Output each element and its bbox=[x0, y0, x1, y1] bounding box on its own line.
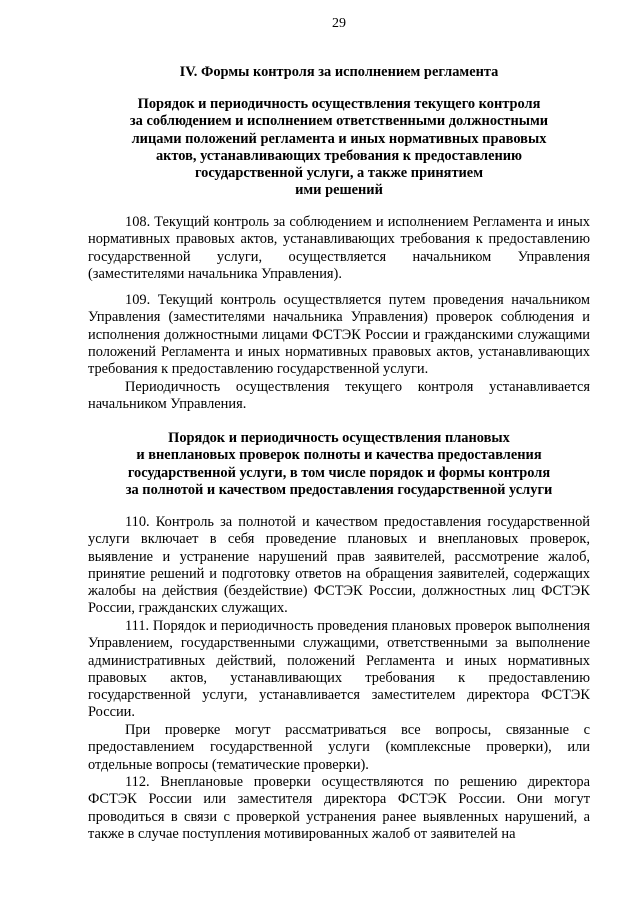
subheading-line: Порядок и периодичность осуществления текущего контроля bbox=[137, 96, 541, 112]
subheading-line: и внеплановых проверок полноты и качества предоставления bbox=[136, 447, 542, 464]
subheading-line: государственной услуги, а также принятием bbox=[194, 165, 483, 182]
paragraph-111-checks: При проверке могут рассматриваться все вопросы, связанные с предоставлением государственной услуги (комплексные проверки), или отдельные вопросы (тематические проверки). bbox=[88, 722, 590, 773]
paragraph-112: 112. Внеплановые проверки осуществляются по решению директора ФСТЭК России или заместителя директора ФСТЭК России. Они могут проводиться в связи с проверкой устранения ранее выявленных нарушений, а также в случае поступления мотивированных жалоб от заявителей на bbox=[88, 774, 590, 842]
page-number: 29 bbox=[332, 16, 346, 31]
subheading-line: за соблюдением и исполнением ответственными должностными bbox=[129, 113, 549, 130]
paragraph-108: 108. Текущий контроль за соблюдением и исполнением Регламента и иных нормативных правовых актов, устанавливающих требования к предоставлению государственной услуги, осуществляется начальником Управления (заместителями начальника Управления). bbox=[88, 214, 590, 282]
subheading-line: актов, устанавливающих требования к предоставлению bbox=[155, 147, 523, 164]
subheading-line: Порядок и периодичность осуществления плановых bbox=[168, 430, 510, 446]
subheading-line: государственной услуги, в том числе порядок и формы контроля bbox=[127, 464, 551, 481]
subheading-line: за полнотой и качеством предоставления государственной услуги bbox=[125, 481, 553, 498]
paragraph-109: 109. Текущий контроль осуществляется путем проведения начальником Управления (заместителями начальника Управления) проверок соблюдения и исполнения должностными лицами ФСТЭК России и гражданскими служащими положений Регламента и иных нормативных правовых актов, устанавливающих требования к предоставлению государственной услуги. bbox=[88, 292, 590, 378]
paragraph-110: 110. Контроль за полнотой и качеством предоставления государственной услуги включает в себя проведение плановых и внеплановых проверок, выявление и устранение нарушений прав заявителей, рассмотрение жалоб, принятие решений и подготовку ответов на обращения заявителей, содержащих жалобы на действия (бездействие) ФСТЭК России, должностных лиц ФСТЭК России, гражданских служащих. bbox=[88, 514, 590, 617]
section-title: IV. Формы контроля за исполнением регламента bbox=[179, 64, 499, 80]
paragraph-109-periodicity: Периодичность осуществления текущего контроля устанавливается начальником Управления. bbox=[88, 379, 590, 413]
subheading-planned-checks bbox=[88, 430, 590, 499]
subheading-line: лицами положений регламента и иных нормативных правовых bbox=[131, 130, 547, 147]
paragraph-111: 111. Порядок и периодичность проведения плановых проверок выполнения Управлением, государственными служащими, ответственными за выполнение административных действий, положений Регламента и иных нормативных правовых актов, устанавливающих требования к предоставлению государственной услуги, устанавливается заместителем директора ФСТЭК России. bbox=[88, 618, 590, 721]
document-page bbox=[88, 0, 590, 905]
subheading-current-control bbox=[88, 96, 590, 200]
subheading-line: ими решений bbox=[295, 182, 383, 199]
